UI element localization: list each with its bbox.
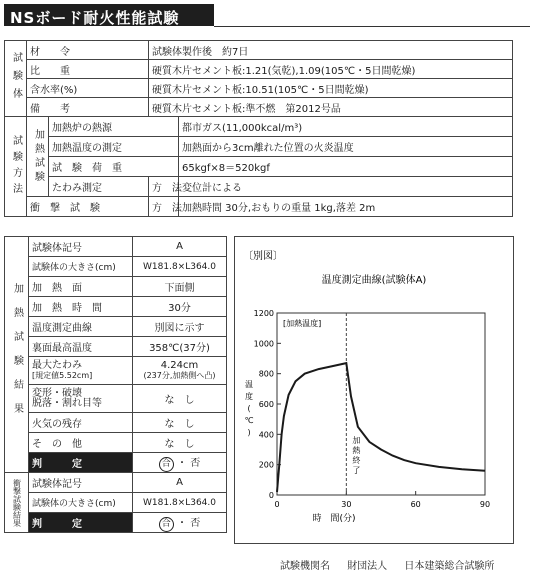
spec-label: 備 考 xyxy=(27,98,149,117)
heating-end-annotation xyxy=(352,435,361,475)
result-value: 別図に示す xyxy=(133,317,227,337)
x-tick-label: 90 xyxy=(479,500,491,509)
results-table xyxy=(4,236,227,533)
deformation-label-cell xyxy=(29,385,133,413)
result-label: 加 熱 時 間 xyxy=(29,297,133,317)
verdict-fail: 否 xyxy=(190,517,201,529)
heat-test-subheader: 加熱試験 xyxy=(27,117,49,197)
spec-value: 硬質木片セメント板:10.51(105℃・5日間乾燥) xyxy=(149,79,513,98)
y-label-char: ℃ xyxy=(244,416,254,425)
y-tick-label: 1200 xyxy=(253,309,274,318)
title-rule xyxy=(214,26,530,27)
deflection-value: 変位計による xyxy=(179,177,513,197)
verdict-separator: ・ xyxy=(177,517,187,529)
chart-axes xyxy=(254,309,490,509)
annotation-char: 熱 xyxy=(352,446,361,455)
result-label-line2: 脱落・割れ目等 xyxy=(32,397,102,409)
method-label: 加熱炉の熱源 xyxy=(49,117,179,137)
y-label-char: ) xyxy=(247,428,251,437)
result-value: 下面側 xyxy=(133,277,227,297)
result-label: 温度測定曲線 xyxy=(29,317,133,337)
impact-result-label: 試験体記号 xyxy=(29,473,133,493)
method-label: 加熱温度の測定 xyxy=(49,137,179,157)
result-value: 358℃(37分) xyxy=(133,337,227,357)
result-label: 加 熱 面 xyxy=(29,277,133,297)
result-label: 試験体の大きさ(cm) xyxy=(29,257,133,277)
method-label: 試 験 荷 重 xyxy=(49,157,179,177)
result-value: 30分 xyxy=(133,297,227,317)
result-label: 火気の残存 xyxy=(29,413,133,433)
result-label: そ の 他 xyxy=(29,433,133,453)
method-header: 試験方法 xyxy=(5,117,27,217)
heat-verdict-label: 判 定 xyxy=(29,453,133,473)
y-label-char: ( xyxy=(247,404,251,413)
specimen-header: 試験体 xyxy=(5,41,27,117)
y-tick-label: 200 xyxy=(258,460,274,470)
y-axis-label xyxy=(245,380,254,437)
annotation-char: 終 xyxy=(352,456,361,465)
impact-verdict xyxy=(133,513,227,533)
impact-verdict-label: 判 定 xyxy=(29,513,133,533)
method-value: 都市ガス(11,000kcal/m³) xyxy=(179,117,513,137)
y-tick-label: 1000 xyxy=(253,339,274,349)
max-deflection-value-cell xyxy=(133,357,227,385)
spec-value: 硬質木片セメント板:準不燃 第2012号品 xyxy=(149,98,513,117)
verdict-separator: ・ xyxy=(177,457,187,469)
spec-label: 含水率(%) xyxy=(27,79,149,98)
x-tick-label: 30 xyxy=(341,500,352,509)
result-value: な し xyxy=(133,413,227,433)
spec-value: 試験体製作後 約7日 xyxy=(149,41,513,60)
heat-verdict xyxy=(133,453,227,473)
y-label-char: 温 xyxy=(245,380,253,389)
y-tick-label: 0 xyxy=(268,491,274,500)
result-label: 試験体記号 xyxy=(29,237,133,257)
y-tick-label: 600 xyxy=(258,400,274,409)
footer-org-name: 日本建築総合試験所 xyxy=(404,561,495,572)
x-tick-label: 0 xyxy=(274,500,280,509)
annotation-char: 了 xyxy=(352,466,361,475)
series-label: [加熱温度] xyxy=(283,319,322,328)
impact-method-label: 方 法 xyxy=(149,197,179,217)
footer-label: 試験機関名 xyxy=(280,561,330,572)
deflection-label: たわみ測定 xyxy=(49,177,149,197)
footer xyxy=(280,557,508,572)
spec-value: 硬質木片セメント板:1.21(気乾),1.09(105℃・5日間乾燥) xyxy=(149,60,513,79)
spec-method-table xyxy=(4,40,513,217)
method-value: 加熱面から3cm離れた位置の火炎温度 xyxy=(179,137,513,157)
result-value-note: (237分,加熱側へ凸) xyxy=(143,370,216,380)
verdict-pass-circled: 合 xyxy=(159,457,174,472)
result-label: 最大たわみ xyxy=(32,359,82,371)
temperature-chart xyxy=(235,237,513,543)
footer-org-type: 財団法人 xyxy=(347,561,388,572)
impact-result-value: A xyxy=(133,473,227,493)
result-value: 4.24cm xyxy=(160,359,199,371)
verdict-pass-circled: 合 xyxy=(159,517,174,532)
result-label: 変形・破壊 xyxy=(32,387,82,399)
series-line-temperature xyxy=(277,363,485,492)
impact-result-value: W181.8×L364.0 xyxy=(133,493,227,513)
spec-label: 材 令 xyxy=(27,41,149,60)
result-value: A xyxy=(133,237,227,257)
result-value: W181.8×L364.0 xyxy=(133,257,227,277)
impact-label: 衝 撃 試 験 xyxy=(27,197,149,217)
annotation-char: 加 xyxy=(352,436,361,445)
x-tick-label: 60 xyxy=(410,500,421,509)
y-label-char: 度 xyxy=(245,392,253,401)
chart-title: 温度測定曲線(試験体A) xyxy=(321,275,427,286)
y-tick-label: 400 xyxy=(258,430,274,440)
result-label-note: [規定値5.52cm] xyxy=(32,370,93,380)
heat-results-header: 加熱試験結果 xyxy=(5,237,29,473)
y-tick-label: 800 xyxy=(258,369,274,379)
page-title: NSボード耐火性能試験 xyxy=(10,9,180,27)
impact-value: 加熱時間 30分,おもりの重量 1kg,落差 2m xyxy=(179,197,513,217)
impact-results-header: 衝撃試験結果 xyxy=(5,473,29,533)
result-value: な し xyxy=(133,385,227,413)
max-deflection-label-cell xyxy=(29,357,133,385)
x-axis-label: 時 間(分) xyxy=(312,514,356,524)
impact-result-label: 試験体の大きさ(cm) xyxy=(29,493,133,513)
verdict-fail: 否 xyxy=(190,457,201,469)
result-label: 裏面最高温度 xyxy=(29,337,133,357)
spec-label: 比 重 xyxy=(27,60,149,79)
figure-label: 〔別図〕 xyxy=(243,251,283,262)
deflection-method-label: 方 法 xyxy=(149,177,179,197)
method-value: 65kgf×8＝520kgf xyxy=(179,157,513,177)
result-value: な し xyxy=(133,433,227,453)
chart-panel xyxy=(234,236,514,544)
